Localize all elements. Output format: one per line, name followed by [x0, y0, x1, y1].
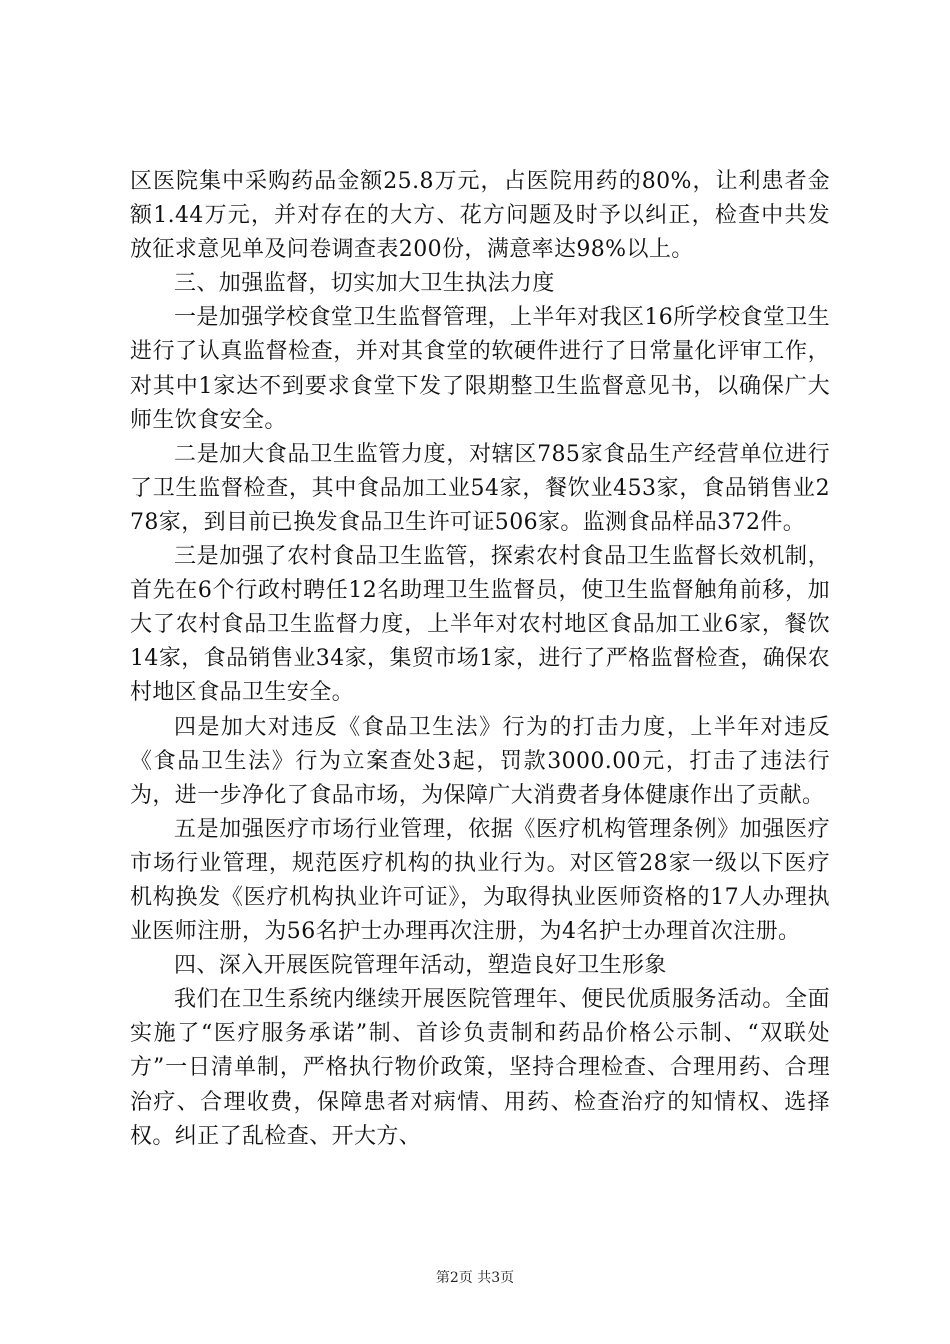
- paragraph-1: 区医院集中采购药品金额25.8万元，占医院用药的80%，让利患者金额1.44万元，并对存在的大方、花方问题及时予以纠正，检查中共发放征求意见单及问卷调查表200份，满意率达98%以上。: [130, 169, 830, 263]
- section-heading-3: 三、加强监督，切实加大卫生执法力度: [174, 271, 555, 297]
- paragraph-6: 四是加大对违反《食品卫生法》行为的打击力度，上半年对违反《食品卫生法》行为立案查处3起，罚款3000.00元，打击了违法行为，进一步净化了食品市场，为保障广大消费者身体健康作出了贡献。: [130, 714, 830, 808]
- section-heading-4: 四、深入开展医院管理年活动，塑造良好卫生形象: [174, 953, 667, 979]
- document-body: [130, 165, 830, 1154]
- paragraph-3: 一是加强学校食堂卫生监督管理，上半年对我区16所学校食堂卫生进行了认真监督检查，并对其食堂的软硬件进行了日常量化评审工作，对其中1家达不到要求食堂下发了限期整卫生监督意见书，以确保广大师生饮食安全。: [130, 305, 830, 433]
- paragraph-4: 二是加大食品卫生监管力度，对辖区785家食品生产经营单位进行了卫生监督检查，其中食品加工业54家，餐饮业453家，食品销售业278家，到目前已换发食品卫生许可证506家。监测食品样品372件。: [130, 441, 830, 535]
- page-footer: 第2页 共3页: [435, 1270, 515, 1286]
- paragraph-9: 我们在卫生系统内继续开展医院管理年、便民优质服务活动。全面实施了“医疗服务承诺”制、首诊负责制和药品价格公示制、“双联处方”一日清单制，严格执行物价政策，坚持合理检查、合理用药、合理治疗、合理收费，保障患者对病情、用药、检查治疗的知情权、选择权。纠正了乱检查、开大方、: [130, 987, 830, 1149]
- paragraph-5: 三是加强了农村食品卫生监管，探索农村食品卫生监督长效机制，首先在6个行政村聘任12名助理卫生监督员，使卫生监督触角前移，加大了农村食品卫生监督力度，上半年对农村地区食品加工业6家，餐饮14家，食品销售业34家，集贸市场1家，进行了严格监督检查，确保农村地区食品卫生安全。: [130, 544, 830, 706]
- paragraph-7: 五是加强医疗市场行业管理，依据《医疗机构管理条例》加强医疗市场行业管理，规范医疗机构的执业行为。对区管28家一级以下医疗机构换发《医疗机构执业许可证》，为取得执业医师资格的17人办理执业医师注册，为56名护士办理再次注册，为4名护士办理首次注册。: [130, 816, 830, 945]
